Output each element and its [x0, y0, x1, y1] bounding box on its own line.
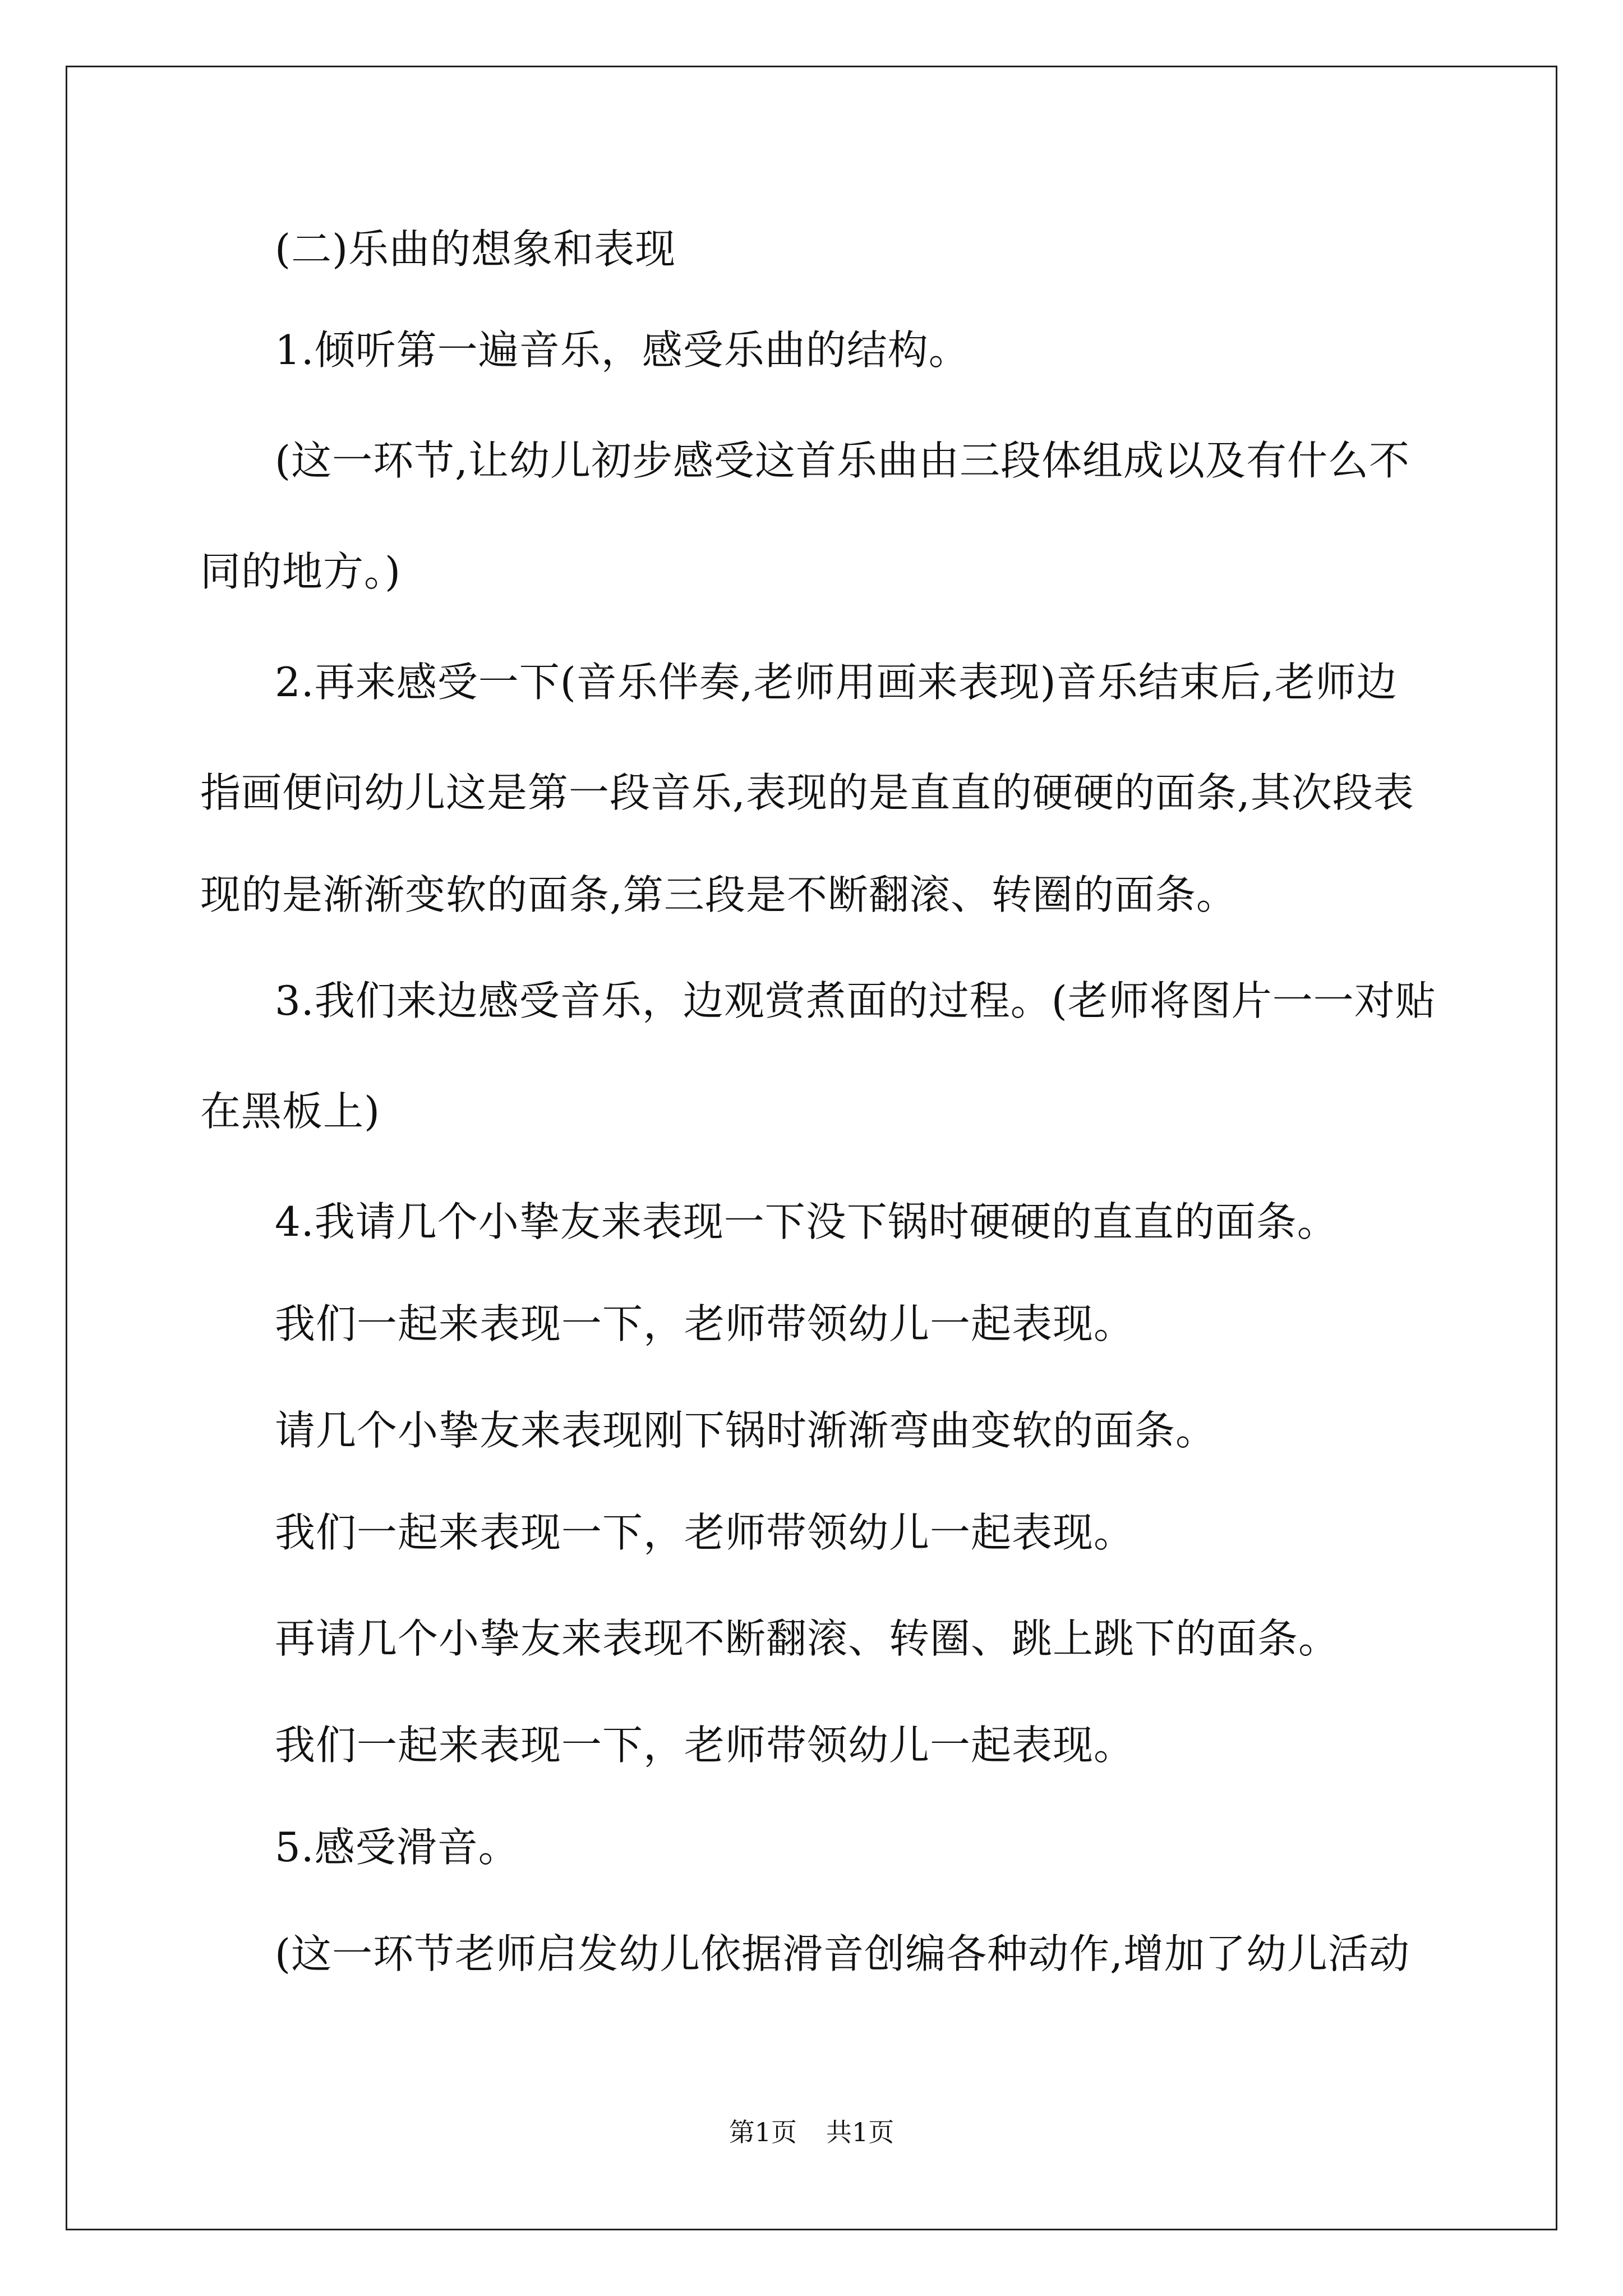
paragraph-line-4: 2.再来感受一下(音乐伴奏,老师用画来表现)音乐结束后,老师边: [275, 659, 1398, 706]
paragraph-line-3: 同的地方。): [200, 548, 402, 595]
paragraph-line-10: 我们一起来表现一下，老师带领幼儿一起表现。: [275, 1300, 1135, 1347]
paragraph-line-6: 现的是渐渐变软的面条,第三段是不断翻滚、转圈的面条。: [200, 871, 1237, 918]
paragraph-line-12: 我们一起来表现一下，老师带领幼儿一起表现。: [275, 1509, 1135, 1556]
paragraph-line-13: 再请几个小挚友来表现不断翻滚、转圈、跳上跳下的面条。: [275, 1615, 1340, 1662]
paragraph-line-15: 5.感受滑音。: [275, 1824, 519, 1871]
paragraph-line-16: (这一环节老师启发幼儿依据滑音创编各种动作,增加了幼儿活动: [275, 1930, 1410, 1977]
paragraph-line-8: 在黑板上): [200, 1088, 381, 1135]
paragraph-line-2: (这一环节,让幼儿初步感受这首乐曲由三段体组成以及有什么不: [275, 437, 1410, 484]
paragraph-line-14: 我们一起来表现一下，老师带领幼儿一起表现。: [275, 1722, 1135, 1769]
page-number: 第1页: [728, 2117, 797, 2147]
paragraph-line-11: 请几个小挚友来表现刚下锅时渐渐弯曲变软的面条。: [275, 1407, 1217, 1454]
paragraph-line-7: 3.我们来边感受音乐，边观赏煮面的过程。(老师将图片一一对贴: [275, 977, 1436, 1024]
page-footer: [0, 2119, 1623, 2145]
paragraph-line-1: 1.倾听第一遍音乐，感受乐曲的结构。: [275, 326, 970, 374]
page-border: [66, 66, 1557, 2230]
page-total: 共1页: [826, 2117, 895, 2147]
paragraph-line-5: 指画便问幼儿这是第一段音乐,表现的是直直的硬硬的面条,其次段表: [200, 769, 1414, 816]
paragraph-line-9: 4.我请几个小挚友来表现一下没下锅时硬硬的直直的面条。: [275, 1198, 1338, 1245]
section-heading: (二)乐曲的想象和表现: [275, 226, 676, 273]
